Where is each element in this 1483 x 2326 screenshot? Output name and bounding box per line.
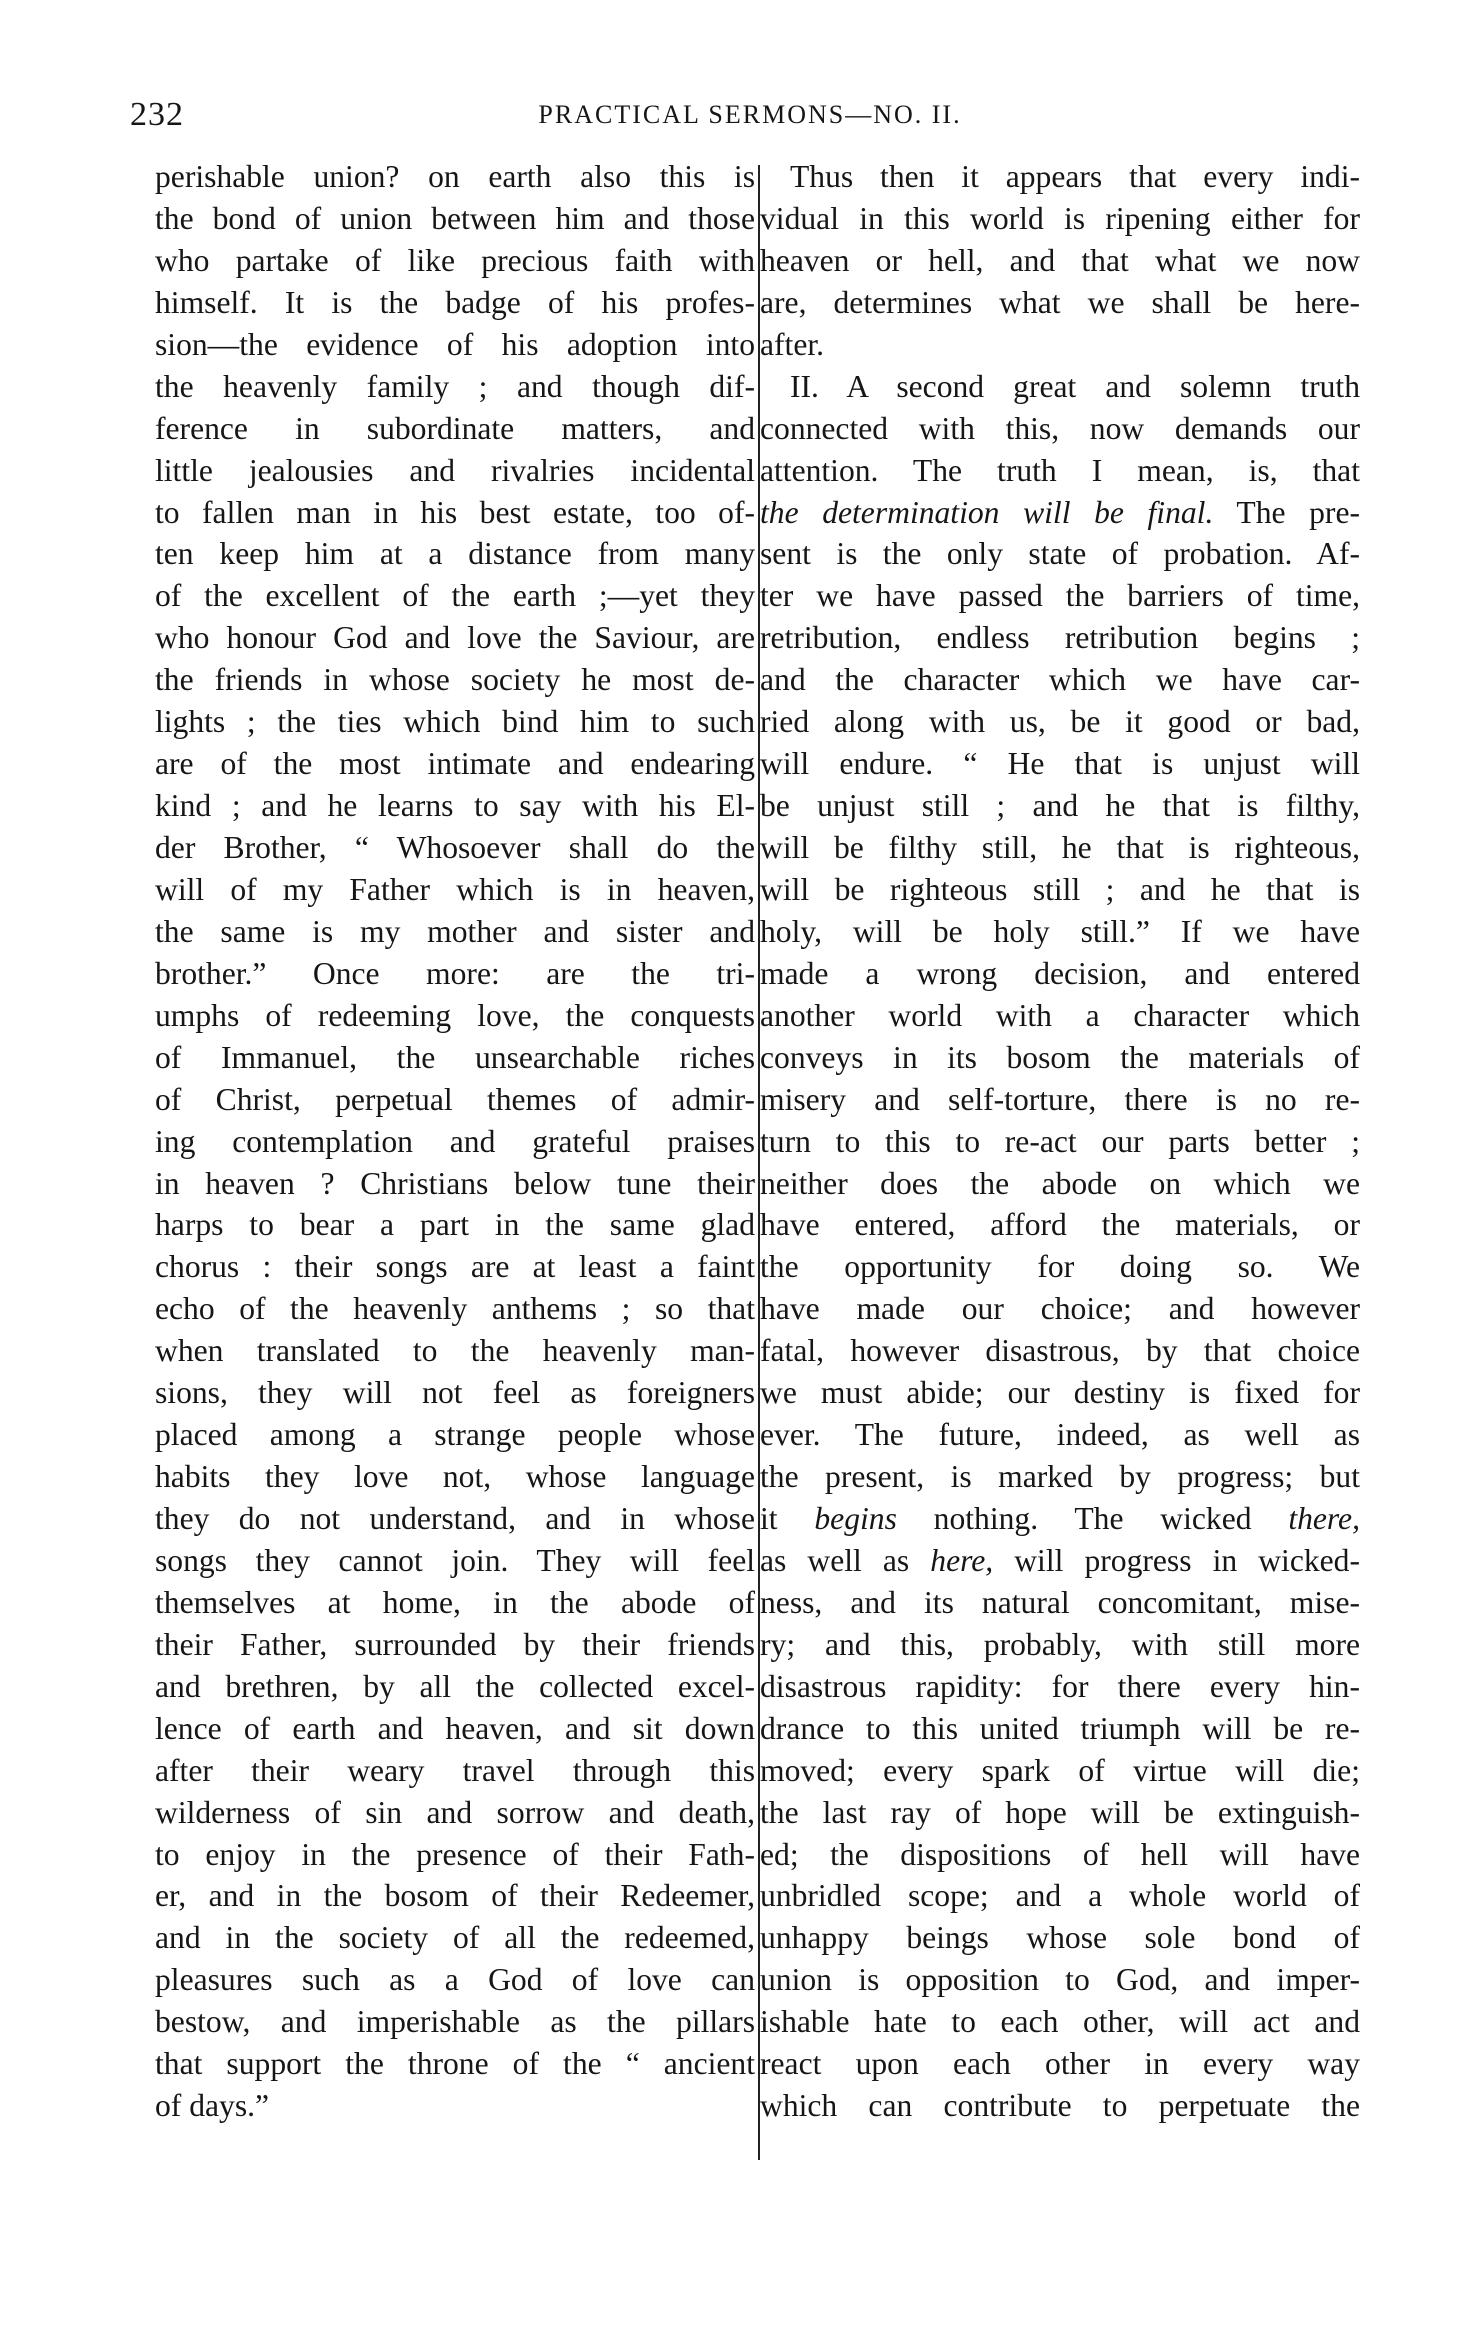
text-line: harps to bear a part in the same glad (155, 1207, 755, 1243)
text-line: bestow, and imperishable as the pillars (155, 2004, 755, 2040)
text-line: another world with a character which (760, 997, 1360, 1033)
text-fragment: it (760, 1501, 815, 1536)
page-header (130, 96, 1370, 140)
right-column (760, 156, 1360, 2127)
left-column (155, 156, 755, 2127)
text-line: brother.” Once more: are the tri- (155, 955, 755, 991)
text-line: in heaven ? Christians below tune their (155, 1165, 755, 1201)
text-line: unhappy beings whose sole bond of (760, 1920, 1360, 1956)
text-line: sent is the only state of probation. Af- (760, 536, 1360, 572)
text-line: are, determines what we shall be here- (760, 284, 1360, 320)
text-line: that support the throne of the “ ancient (155, 2046, 755, 2082)
text-line: the friends in whose society he most de- (155, 662, 755, 698)
text-line: of the excellent of the earth ;—yet they (155, 578, 755, 614)
text-line: kind ; and he learns to say with his El- (155, 788, 755, 824)
text-line: heaven or hell, and that what we now (760, 242, 1360, 278)
text-line: drance to this united triumph will be re- (760, 1710, 1360, 1746)
text-line: habits they love not, whose language (155, 1459, 755, 1495)
text-line: perishable union? on earth also this is (155, 159, 755, 194)
italic-phrase: the determination will be final. (760, 494, 1214, 530)
text-line: the opportunity for doing so. We (760, 1249, 1360, 1285)
text-line: himself. It is the badge of his profes- (155, 284, 755, 320)
text-line (760, 492, 1360, 534)
text-line: the last ray of hope will be extinguish- (760, 1794, 1360, 1830)
text-line: ried along with us, be it good or bad, (760, 704, 1360, 740)
text-line: umphs of redeeming love, the conquests (155, 997, 755, 1033)
text-line: ing contemplation and grateful praises (155, 1123, 755, 1159)
text-line: chorus : their songs are at least a faint (155, 1249, 755, 1285)
text-line: conveys in its bosom the materials of (760, 1039, 1360, 1075)
text-fragment: as well as (760, 1542, 931, 1578)
text-line: ness, and its natural concomitant, mise- (760, 1584, 1360, 1620)
text-line: and in the society of all the redeemed, (155, 1920, 755, 1956)
text-line: retribution, endless retribution begins ; (760, 620, 1360, 656)
text-line: misery and self-torture, there is no re- (760, 1081, 1360, 1117)
text-line: we must abide; our destiny is fixed for (760, 1375, 1360, 1411)
text-line: the bond of union between him and those (155, 200, 755, 236)
text-line: ten keep him at a distance from many (155, 536, 755, 572)
text-line: wilderness of sin and sorrow and death, (155, 1794, 755, 1830)
text-line: sions, they will not feel as foreigners (155, 1375, 755, 1411)
text-line: ference in subordinate matters, and (155, 410, 755, 446)
text-line: who partake of like precious faith with (155, 242, 755, 278)
text-line: themselves at home, in the abode of (155, 1584, 755, 1620)
text-line: who honour God and love the Saviour, are (155, 620, 755, 656)
text-line: ishable hate to each other, will act and (760, 2004, 1360, 2040)
text-line: of Immanuel, the unsearchable riches (155, 1039, 755, 1075)
text-line: have made our choice; and however (760, 1291, 1360, 1327)
text-line: after their weary travel through this (155, 1752, 755, 1788)
text-line: lights ; the ties which bind him to such (155, 704, 755, 740)
text-line: disastrous rapidity: for there every hin- (760, 1668, 1360, 1704)
text-line: are of the most intimate and endearing (155, 746, 755, 782)
text-line: to fallen man in his best estate, too of- (155, 494, 755, 530)
text-line: neither does the abode on which we (760, 1165, 1360, 1201)
text-line: the present, is marked by progress; but (760, 1459, 1360, 1495)
text-line: which can contribute to perpetuate the (760, 2088, 1360, 2124)
text-line: der Brother, “ Whosoever shall do the (155, 830, 755, 865)
section-heading-line: II. A second great and solemn truth (790, 368, 1360, 404)
page-number: 232 (130, 96, 184, 133)
text-line: er, and in the bosom of their Redeemer, (155, 1878, 755, 1914)
text-line: little jealousies and rivalries incidental (155, 452, 755, 488)
text-line: vidual in this world is ripening either for (760, 200, 1360, 236)
text-line: made a wrong decision, and entered (760, 955, 1360, 991)
text-line: lence of earth and heaven, and sit down (155, 1710, 755, 1746)
text-line (760, 1540, 1360, 1582)
text-line: ed; the dispositions of hell will have (760, 1836, 1360, 1872)
text-line: they do not understand, and in whose (155, 1501, 755, 1536)
italic-word: begins (814, 1501, 897, 1536)
text-line: will be righteous still ; and he that is (760, 871, 1360, 907)
text-line: sion—the evidence of his adoption into (155, 326, 755, 362)
text-line: to enjoy in the presence of their Fath- (155, 1836, 755, 1872)
text-line: will be filthy still, he that is righteous, (760, 830, 1360, 865)
text-line: ter we have passed the barriers of time, (760, 578, 1360, 614)
text-line: unbridled scope; and a whole world of (760, 1878, 1360, 1914)
text-line: fatal, however disastrous, by that choice (760, 1333, 1360, 1369)
text-line: attention. The truth I mean, is, that (760, 452, 1360, 488)
text-line: when translated to the heavenly man- (155, 1333, 755, 1369)
text-fragment: will progress in wicked- (993, 1542, 1360, 1578)
text-line: turn to this to re-act our parts better ; (760, 1123, 1360, 1159)
text-line: and brethren, by all the collected excel- (155, 1668, 755, 1704)
text-fragment: The pre- (1213, 494, 1360, 530)
text-line: ry; and this, probably, with still more (760, 1626, 1360, 1662)
text-line: the heavenly family ; and though dif- (155, 368, 755, 404)
italic-word: there, (1288, 1501, 1360, 1536)
text-line: placed among a strange people whose (155, 1417, 755, 1453)
text-line: pleasures such as a God of love can (155, 1962, 755, 1998)
text-line (760, 1498, 1360, 1540)
text-line: will of my Father which is in heaven, (155, 871, 755, 907)
text-line: of Christ, perpetual themes of admir- (155, 1081, 755, 1117)
text-fragment: nothing. The wicked (896, 1501, 1289, 1536)
text-line: songs they cannot join. They will feel (155, 1542, 755, 1578)
text-line: their Father, surrounded by their friends (155, 1626, 755, 1662)
running-head: PRACTICAL SERMONS—NO. II. (538, 100, 962, 129)
text-line: echo of the heavenly anthems ; so that (155, 1291, 755, 1327)
text-line: have entered, afford the materials, or (760, 1207, 1360, 1243)
italic-word: here, (930, 1542, 994, 1578)
text-line: be unjust still ; and he that is filthy, (760, 788, 1360, 824)
text-line: ever. The future, indeed, as well as (760, 1417, 1360, 1453)
text-line: and the character which we have car- (760, 662, 1360, 698)
text-line: moved; every spark of virtue will die; (760, 1752, 1360, 1788)
text-line: connected with this, now demands our (760, 410, 1360, 446)
text-line: holy, will be holy still.” If we have (760, 913, 1360, 949)
text-line: will endure. “ He that is unjust will (760, 746, 1360, 782)
text-line: Thus then it appears that every indi- (790, 159, 1360, 194)
text-line: union is opposition to God, and imper- (760, 1962, 1360, 1998)
text-line: after. (760, 326, 825, 362)
text-line: of days.” (155, 2088, 270, 2124)
text-line: the same is my mother and sister and (155, 913, 755, 949)
text-line: react upon each other in every way (760, 2046, 1360, 2082)
